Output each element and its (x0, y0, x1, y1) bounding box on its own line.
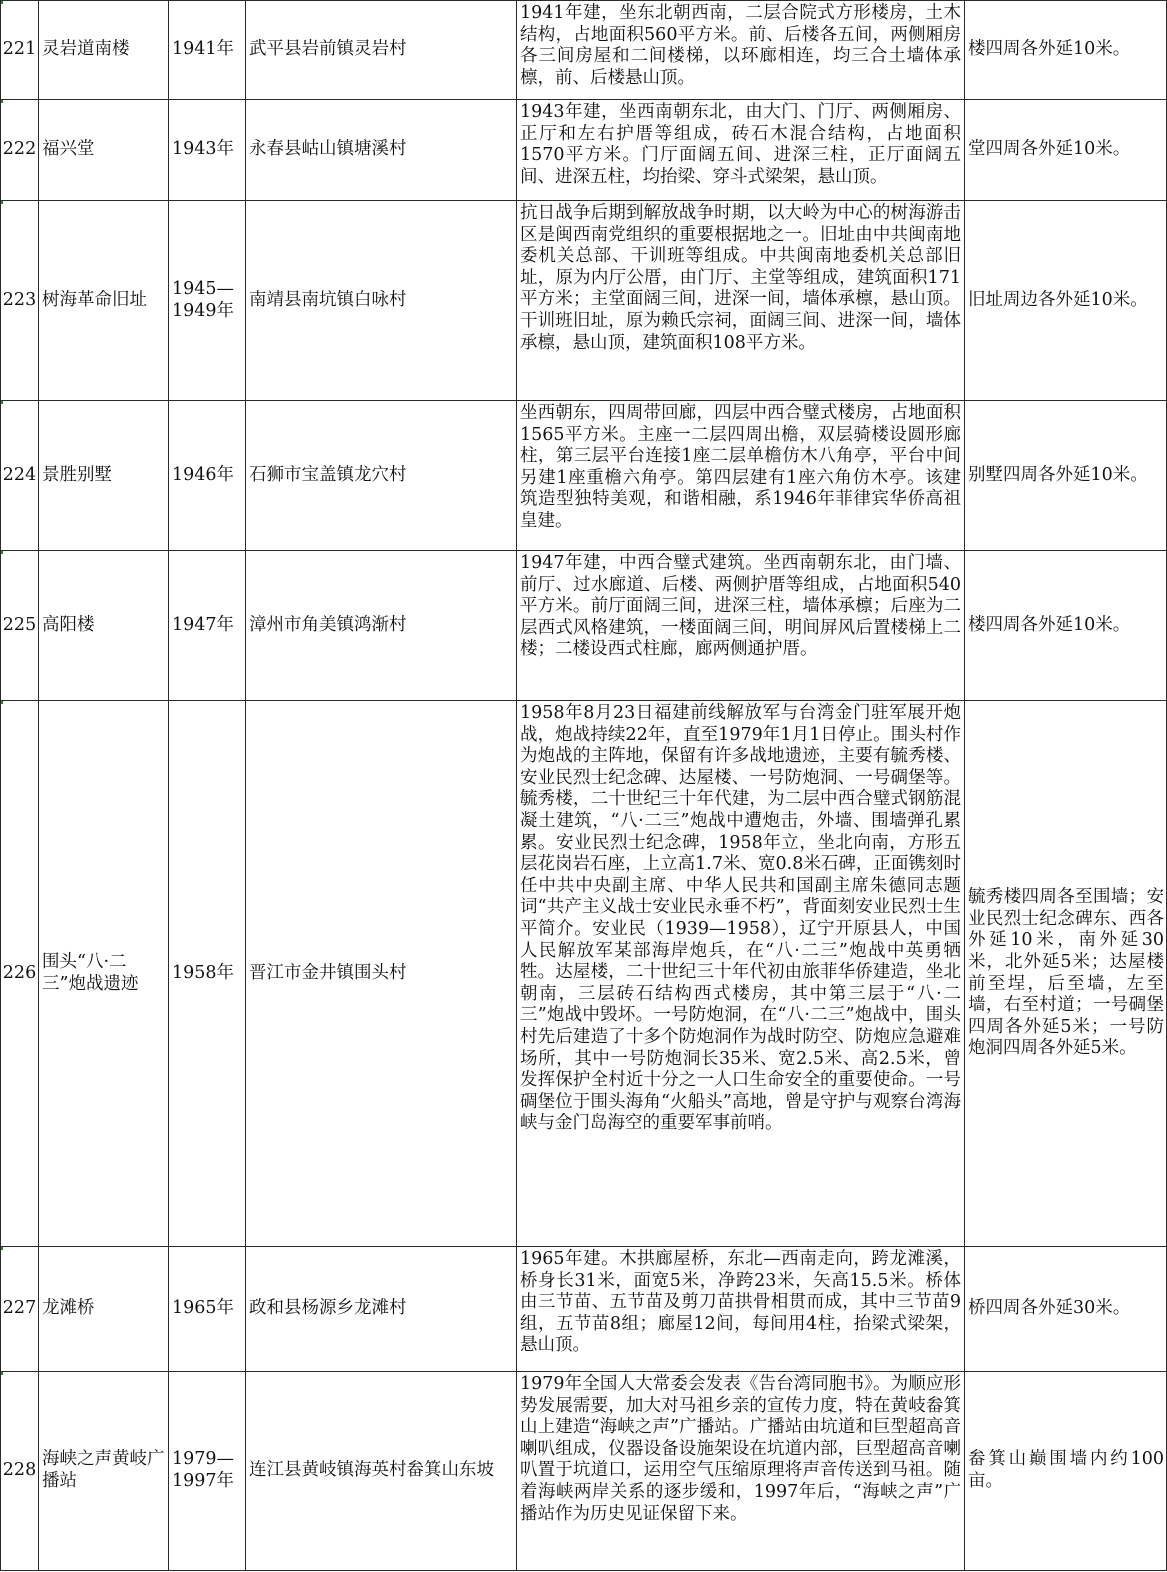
site-description: 1958年8月23日福建前线解放军与台湾金门驻军展开炮战，炮战持续22年，直至1979年1月1日停止。围头村作为炮战的主阵地，保留有许多战地遗迹，主要有毓秀楼、安业民烈士纪念碑、达屋楼、一号防炮洞、一号碉堡等。毓秀楼，二十世纪三十年代建，为二层中西合璧式钢筋混凝土建筑，“八·二三”炮战中遭炮击，外墙、围墙弹孔累累。安业民烈士纪念碑，1958年立，坐北向南，方形五层花岗岩石座，上立高1.7米、宽0.8米石碑，正面镌刻时任中共中央副主席、中华人民共和国副主席朱德同志题词“共产主义战士安业民永垂不朽”，背面刻安业民烈士生平简介。安业民（1939—1958），辽宁开原县人，中国人民解放军某部海岸炮兵，在“八·二三”炮战中英勇牺牲。达屋楼，二十世纪三十年代初由旅菲华侨建造，坐北朝南，三层砖石结构西式楼房，其中第三层于“八·二三”炮战中毁坏。一号防炮洞，在“八·二三”炮战中，围头村先后建造了十多个防炮洞作为战时防空、防炮应急避难场所，其中一号防炮洞长35米、宽2.5米、高2.5米，曾发挥保护全村近十分之一人口生命安全的重要使命。一号碉堡位于围头海角“火船头”高地，曾是守护与观察台湾海峡与金门岛海空的重要军事前哨。 (517, 701, 965, 1247)
site-name: 高阳楼 (39, 551, 169, 701)
table-row (1, 701, 1167, 1247)
row-number: 224 (1, 401, 39, 551)
row-number: 228 (1, 1372, 39, 1571)
site-name: 围头“八·二三”炮战遗迹 (39, 701, 169, 1247)
site-location: 南靖县南坑镇白咏村 (246, 201, 517, 401)
site-year: 1958年 (169, 701, 246, 1247)
site-location: 晋江市金井镇围头村 (246, 701, 517, 1247)
site-description: 抗日战争后期到解放战争时期，以大岭为中心的树海游击区是闽西南党组织的重要根据地之一。旧址由中共闽南地委机关总部、干训班等组成。中共闽南地委机关总部旧址，原为内厅公厝，由门厅、主堂等组成，建筑面积171平方米；主堂面阔三间，进深一间，墙体承檩，悬山顶。干训班旧址，原为赖氏宗祠，面阔三间、进深一间，墙体承檩，悬山顶，建筑面积108平方米。 (517, 201, 965, 401)
site-year: 1947年 (169, 551, 246, 701)
site-name: 龙滩桥 (39, 1247, 169, 1372)
table-row (1, 1372, 1167, 1571)
row-number: 222 (1, 100, 39, 201)
site-year: 1965年 (169, 1247, 246, 1372)
site-name: 福兴堂 (39, 100, 169, 201)
table-row (1, 100, 1167, 201)
site-year: 1945—1949年 (169, 201, 246, 401)
site-name: 景胜别墅 (39, 401, 169, 551)
protection-scope: 毓秀楼四周各至围墙；安业民烈士纪念碑东、西各外延10米，南外延30米，北外延5米；达屋楼前至埕，后至墙，左至墙，右至村道；一号碉堡四周各外延5米；一号防炮洞四周各外延5米。 (965, 701, 1167, 1247)
site-name: 灵岩道南楼 (39, 1, 169, 100)
site-location: 永春县岵山镇塘溪村 (246, 100, 517, 201)
table-row (1, 551, 1167, 701)
table-body (1, 1, 1167, 1571)
site-year: 1979—1997年 (169, 1372, 246, 1571)
protection-scope: 畚箕山巅围墙内约100亩。 (965, 1372, 1167, 1571)
table-row (1, 1, 1167, 100)
site-description: 1965年建。木拱廊屋桥，东北—西南走向，跨龙滩溪，桥身长31米，面宽5米，净跨23米，矢高15.5米。桥体由三节苗、五节苗及剪刀苗拱骨相贯而成，其中三节苗9组，五节苗8组；廊屋12间，每间用4柱，抬梁式梁架，悬山顶。 (517, 1247, 965, 1372)
site-description: 1943年建，坐西南朝东北，由大门、门厅、两侧厢房、正厅和左右护厝等组成，砖石木混合结构，占地面积1570平方米。门厅面阔五间、进深三柱，正厅面阔五间、进深五柱，均抬梁、穿斗式梁架，悬山顶。 (517, 100, 965, 201)
protection-scope: 别墅四周各外延10米。 (965, 401, 1167, 551)
site-year: 1943年 (169, 100, 246, 201)
site-location: 石狮市宝盖镇龙穴村 (246, 401, 517, 551)
protection-scope: 楼四周各外延10米。 (965, 1, 1167, 100)
site-description: 1941年建，坐东北朝西南，二层合院式方形楼房，土木结构，占地面积560平方米。前、后楼各五间，两侧厢房各三间房屋和二间楼梯，以环廊相连，均三合土墙体承檩，前、后楼悬山顶。 (517, 1, 965, 100)
protection-scope: 旧址周边各外延10米。 (965, 201, 1167, 401)
site-location: 武平县岩前镇灵岩村 (246, 1, 517, 100)
protection-scope: 楼四周各外延10米。 (965, 551, 1167, 701)
site-location: 政和县杨源乡龙滩村 (246, 1247, 517, 1372)
table-row (1, 1247, 1167, 1372)
site-year: 1941年 (169, 1, 246, 100)
site-year: 1946年 (169, 401, 246, 551)
protection-scope: 桥四周各外延30米。 (965, 1247, 1167, 1372)
table-row (1, 201, 1167, 401)
row-number: 226 (1, 701, 39, 1247)
row-number: 223 (1, 201, 39, 401)
table-row (1, 401, 1167, 551)
site-description: 1947年建，中西合璧式建筑。坐西南朝东北，由门墙、前厅、过水廊道、后楼、两侧护厝等组成，占地面积540平方米。前厅面阔三间，进深三柱，墙体承檩；后座为二层西式风格建筑，一楼面阔三间，明间屏风后置楼梯上二楼；二楼设西式柱廊，廊两侧通护厝。 (517, 551, 965, 701)
protection-scope: 堂四周各外延10米。 (965, 100, 1167, 201)
site-name: 树海革命旧址 (39, 201, 169, 401)
site-description: 坐西朝东，四周带回廊，四层中西合璧式楼房，占地面积1565平方米。主座一二层四周出檐，双层骑楼设圆形廊柱，第三层平台连接1座二层单檐仿木八角亭，平台中间另建1座重檐六角亭。第四层建有1座六角仿木亭。该建筑造型独特美观，和谐相融，系1946年菲律宾华侨高祖皇建。 (517, 401, 965, 551)
site-name: 海峡之声黄岐广播站 (39, 1372, 169, 1571)
site-location: 漳州市角美镇鸿渐村 (246, 551, 517, 701)
row-number: 227 (1, 1247, 39, 1372)
site-location: 连江县黄岐镇海英村畚箕山东坡 (246, 1372, 517, 1571)
row-number: 225 (1, 551, 39, 701)
row-number: 221 (1, 1, 39, 100)
site-description: 1979年全国人大常委会发表《告台湾同胞书》。为顺应形势发展需要，加大对马祖乡亲的宣传力度，特在黄岐畚箕山上建造“海峡之声”广播站。广播站由坑道和巨型超高音喇叭组成，仪器设备设施架设在坑道内部，巨型超高音喇叭置于坑道口，运用空气压缩原理将声音传送到马祖。随着海峡两岸关系的逐步缓和，1997年后，“海峡之声”广播站作为历史见证保留下来。 (517, 1372, 965, 1571)
